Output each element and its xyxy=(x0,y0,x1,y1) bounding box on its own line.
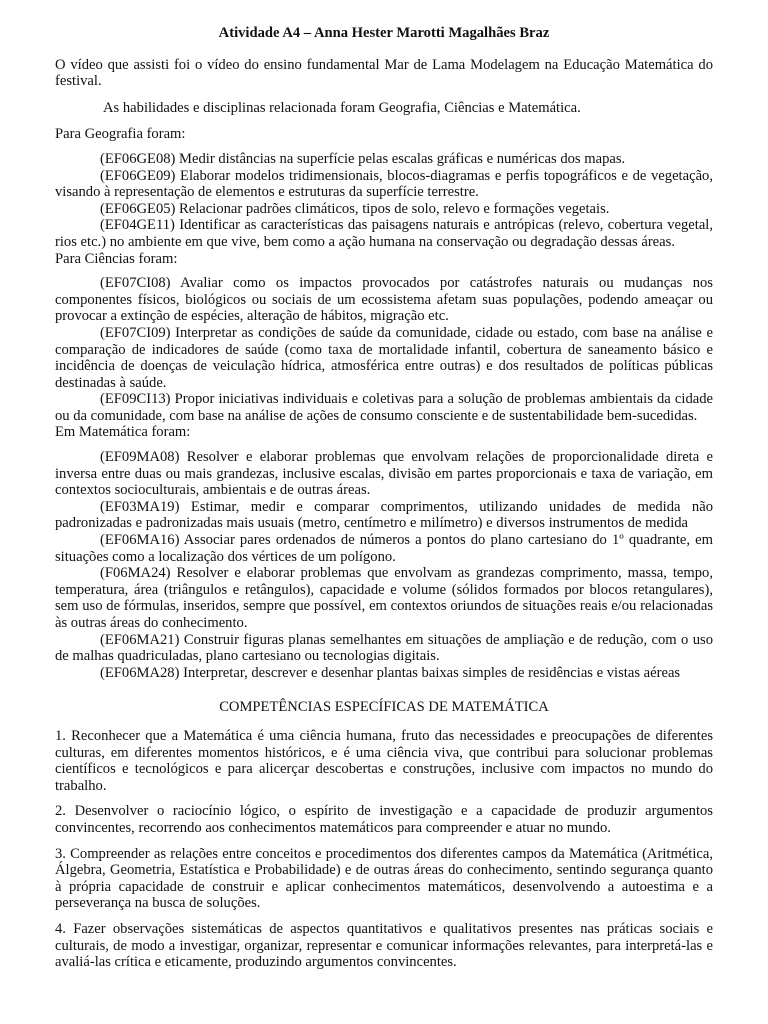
geografia-item: (EF06GE09) Elaborar modelos tridimensionais, blocos-diagramas e perfis topográficos e de vegetação, visando à representação de elementos e estruturas da superfície terrestre. xyxy=(55,167,713,201)
document-title: Atividade A4 – Anna Hester Marotti Magalhães Braz xyxy=(218,25,550,41)
matematica-item: (EF03MA19) Estimar, medir e comparar comprimentos, utilizando unidades de medida não padronizadas e padronizadas mais usuais (metro, centímetro e milímetro) e diversos instrumentos de medida xyxy=(55,498,713,532)
matematica-item: (F06MA24) Resolver e elaborar problemas que envolvam as grandezas comprimento, massa, tempo, temperatura, área (triângulos e retângulos), capacidade e volume (sólidos formados por blocos retangulares), sem uso de fórmulas, inseridos, sempre que possível, em contextos oriundos de situações reais e/ou relacionadas às outras áreas do conhecimento. xyxy=(55,565,713,631)
ciencias-heading: Para Ciências foram: xyxy=(55,250,178,267)
geografia-item: (EF04GE11) Identificar as características das paisagens naturais e antrópicas (relevo, cobertura vegetal, rios etc.) no ambiente em que vive, bem como a ação humana na conservação ou degradação dessas áreas. xyxy=(55,217,713,250)
competencia-item: 3. Compreender as relações entre conceitos e procedimentos dos diferentes campos da Matemática (Aritmética, Álgebra, Geometria, Estatística e Probabilidade) e de outras áreas do conhecimento, sentindo segurança quanto à própria capacidade de construir e aplicar conhecimentos matemáticos, desenvolvendo a autoestima e a perseverança na busca de soluções. xyxy=(55,845,713,912)
matematica-item: (EF06MA28) Interpretar, descrever e desenhar plantas baixas simples de residências e vistas aéreas xyxy=(100,664,681,681)
ciencias-item: (EF07CI09) Interpretar as condições de saúde da comunidade, cidade ou estado, com base na análise e comparação de indicadores de saúde (como taxa de mortalidade infantil, cobertura de saneamento básico e incidência de doenças de veiculação hídrica, atmosférica entre outras) e dos resultados de políticas públicas destinadas à saúde. xyxy=(55,324,713,391)
ciencias-item: (EF07CI08) Avaliar como os impactos provocados por catástrofes naturais ou mudanças nos componentes físicos, biológicos ou sociais de um ecossistema afetam suas populações, podendo ameaçar ou provocar a extinção de espécies, alteração de hábitos, migração etc. xyxy=(55,275,713,325)
geografia-item: (EF06GE05) Relacionar padrões climáticos, tipos de solo, relevo e formações vegetais. xyxy=(100,200,610,217)
matematica-item: (EF09MA08) Resolver e elaborar problemas que envolvam relações de proporcionalidade direta e inversa entre duas ou mais grandezas, inclusive escalas, divisão em partes proporcionais e taxa de variação, em contextos socioculturais, ambientais e de outras áreas. xyxy=(55,449,713,499)
competencia-item: 1. Reconhecer que a Matemática é uma ciência humana, fruto das necessidades e preocupações de diferentes culturas, em diferentes momentos históricos, e é uma ciência viva, que contribui para solucionar problemas científicos e tecnológicos e para alicerçar descobertas e construções, inclusive com impactos no mundo do trabalho. xyxy=(55,727,713,794)
matematica-item: (EF06MA16) Associar pares ordenados de números a pontos do plano cartesiano do 1º quadrante, em situações como a localização dos vértices de um polígono. xyxy=(55,532,713,565)
competencia-item: 4. Fazer observações sistemáticas de aspectos quantitativos e qualitativos presentes nas práticas sociais e culturais, de modo a investigar, organizar, representar e comunicar informações relevantes, para interpretá-las e avaliá-las crítica e eticamente, produzindo argumentos convincentes. xyxy=(55,920,713,971)
ciencias-item: (EF09CI13) Propor iniciativas individuais e coletivas para a solução de problemas ambientais da cidade ou da comunidade, com base na análise de ações de consumo consciente e de sustentabilidade bem-sucedidas. xyxy=(55,391,713,424)
matematica-item: (EF06MA21) Construir figuras planas semelhantes em situações de ampliação e de redução, com o uso de malhas quadriculadas, plano cartesiano ou tecnologias digitais. xyxy=(55,631,713,665)
intro-paragraph: O vídeo que assisti foi o vídeo do ensino fundamental Mar de Lama Modelagem na Educação Matemática do festival. xyxy=(55,56,713,90)
geografia-heading: Para Geografia foram: xyxy=(55,126,186,143)
competencia-item: 2. Desenvolver o raciocínio lógico, o espírito de investigação e a capacidade de produzir argumentos convincentes, recorrendo aos conhecimentos matemáticos para compreender e atuar no mundo. xyxy=(55,803,713,836)
geografia-item: (EF06GE08) Medir distâncias na superfície pelas escalas gráficas e numéricas dos mapas. xyxy=(100,150,626,167)
matematica-heading: Em Matemática foram: xyxy=(55,424,191,441)
competencias-heading: COMPETÊNCIAS ESPECÍFICAS DE MATEMÁTICA xyxy=(219,699,549,716)
habilidades-intro: As habilidades e disciplinas relacionada foram Geografia, Ciências e Matemática. xyxy=(103,99,581,116)
